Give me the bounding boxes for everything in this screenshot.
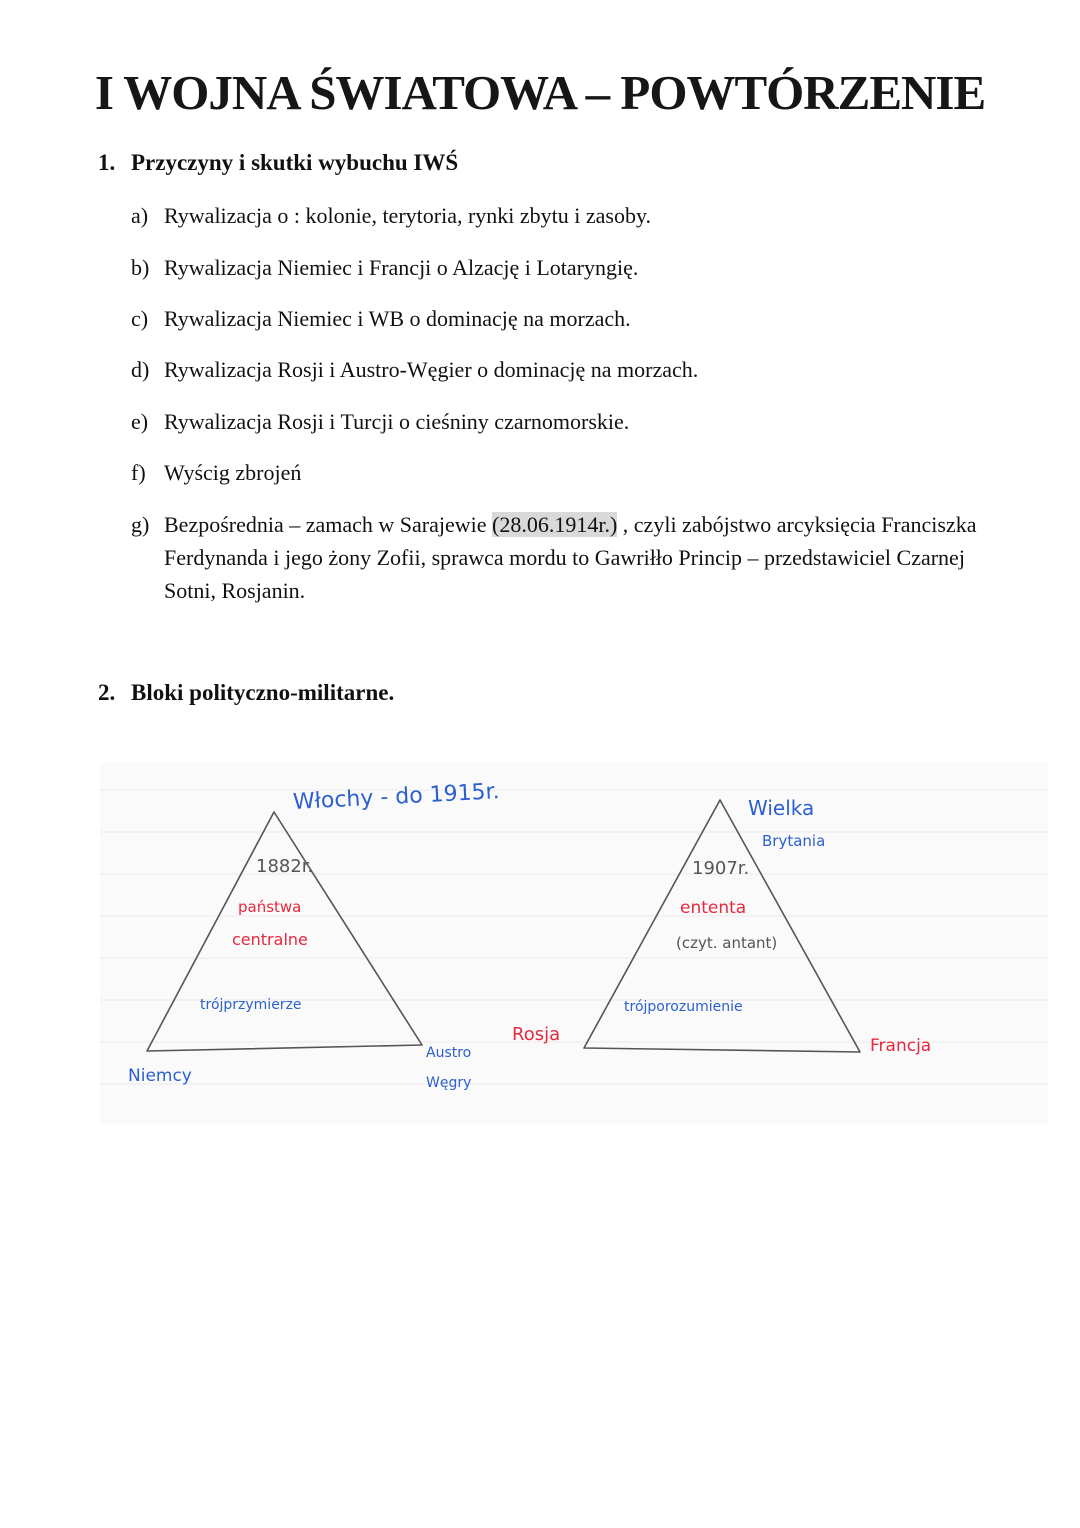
section-1-title: Przyczyny i skutki wybuchu IWŚ	[131, 150, 459, 175]
label-triple-alliance: trójprzymierze	[200, 997, 302, 1013]
item-text: Wyścig zbrojeń	[164, 460, 302, 485]
section-1-heading	[98, 150, 458, 176]
item-text	[164, 508, 1011, 607]
item-text: Rywalizacja Niemiec i WB o dominację na morzach.	[164, 306, 631, 331]
handwritten-diagram	[100, 762, 1048, 1124]
highlighted-date: (28.06.1914r.)	[492, 512, 618, 537]
section-2-number: 2.	[98, 680, 116, 705]
item-g-text-start: Bezpośrednia – zamach w Sarajewie	[164, 512, 493, 537]
list-item	[131, 251, 1011, 284]
label-central-powers-2: centralne	[232, 930, 308, 949]
list-item	[131, 302, 1011, 335]
item-text: Rywalizacja Niemiec i Francji o Alzację i Lotaryngię.	[164, 255, 639, 280]
list-item	[131, 353, 1011, 386]
label-triple-entente: trójporozumienie	[624, 999, 743, 1015]
list-item	[131, 199, 1011, 232]
label-year-1907: 1907r.	[692, 858, 750, 879]
item-label: a)	[131, 203, 149, 228]
label-germany: Niemcy	[128, 1066, 192, 1086]
section-2-title: Bloki polityczno-militarne.	[131, 680, 395, 705]
item-label: f)	[131, 460, 146, 485]
item-text: Rywalizacja Rosji i Austro-Węgier o dominację na morzach.	[164, 357, 699, 382]
item-g-text-rest: , czyli zabójstwo arcyksięcia Franciszka Ferdynanda i jego żony Zofii, sprawca mordu to Gawriłło Princip – przedstawiciel Czarnej Sotni, Rosjanin.	[164, 512, 977, 603]
item-text: Rywalizacja Rosji i Turcji o cieśniny czarnomorskie.	[164, 409, 630, 434]
label-russia: Rosja	[512, 1024, 561, 1045]
item-label: g)	[131, 512, 150, 537]
label-austria-1: Austro	[426, 1045, 472, 1061]
section-2-heading	[98, 680, 394, 706]
label-entente: ententa	[680, 898, 747, 918]
label-austria-2: Węgry	[426, 1075, 472, 1091]
label-central-powers-1: państwa	[238, 898, 302, 916]
item-label: d)	[131, 357, 150, 382]
item-label: b)	[131, 255, 150, 280]
section-1-number: 1.	[98, 150, 116, 175]
label-italy: Włochy - do 1915r.	[292, 779, 501, 815]
label-great-britain-2: Brytania	[762, 832, 826, 850]
item-text: Rywalizacja o : kolonie, terytoria, rynki zbytu i zasoby.	[164, 203, 652, 228]
label-entente-note: (czyt. antant)	[676, 934, 778, 952]
label-great-britain-1: Wielka	[748, 796, 815, 820]
item-label: e)	[131, 409, 149, 434]
label-france: Francja	[870, 1036, 932, 1056]
page-title: I WOJNA ŚWIATOWA – POWTÓRZENIE	[94, 65, 986, 120]
item-label: c)	[131, 306, 149, 331]
list-item	[131, 508, 1011, 607]
list-item	[131, 456, 1011, 489]
label-year-1882: 1882r.	[256, 856, 314, 877]
list-item	[131, 405, 1011, 438]
